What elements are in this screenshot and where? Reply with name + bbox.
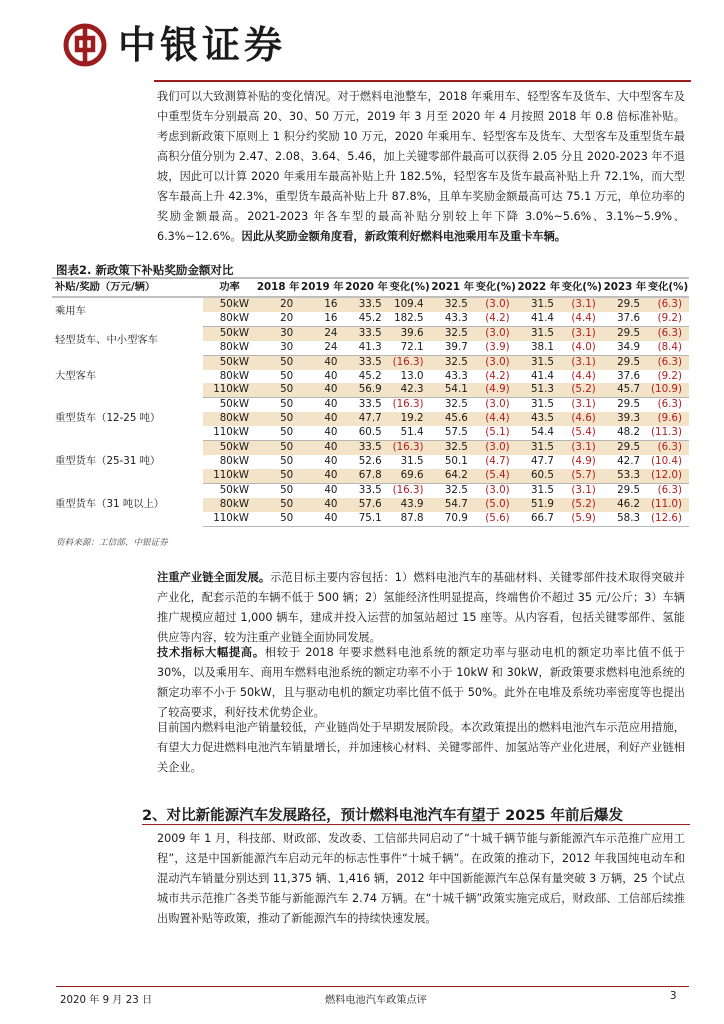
- value-cell: (3.0): [475, 355, 517, 369]
- value-cell: 20: [256, 297, 300, 312]
- value-cell: 40: [300, 412, 344, 426]
- value-cell: 50: [256, 383, 300, 397]
- table-row: [52, 483, 689, 497]
- footer-rule: [56, 986, 689, 987]
- paragraph-lead: 注重产业链全面发展。: [157, 571, 271, 584]
- value-cell: 57.6: [344, 498, 388, 512]
- value-cell: (16.3): [389, 441, 431, 455]
- value-cell: 24: [300, 326, 344, 340]
- value-cell: 40: [300, 498, 344, 512]
- power-cell: 110kW: [203, 426, 256, 440]
- power-cell: 110kW: [203, 512, 256, 526]
- value-cell: 51.9: [517, 498, 561, 512]
- value-cell: 53.3: [603, 469, 647, 483]
- value-cell: 50: [256, 512, 300, 526]
- value-cell: 31.5: [530, 483, 554, 496]
- header-rule: [154, 80, 691, 82]
- value-cell: 31.5: [530, 398, 554, 411]
- value-cell: 29.5: [617, 398, 641, 411]
- value-cell: 30: [256, 326, 300, 340]
- value-cell: 56.9: [344, 383, 388, 397]
- table-header-cell: 变化(%): [561, 278, 603, 297]
- value-cell: 45.2: [344, 312, 388, 326]
- value-cell: (4.2): [485, 369, 510, 382]
- value-cell: (8.4): [647, 341, 689, 355]
- value-cell: 43.9: [389, 498, 431, 512]
- value-cell: 50: [280, 483, 294, 496]
- paragraph-industry-outlook: 目前国内燃料电池产销量较低，产业链尚处于早期发展阶段。本次政策提出的燃料电池汽车示范应用措施，有望大力促进燃料电池汽车销量增长，并加速核心材料、关键零部件、加氢站等产业化进展，利好产业链相关企业。: [157, 721, 685, 774]
- value-cell: (6.3): [657, 398, 682, 411]
- value-cell: (3.1): [561, 355, 603, 369]
- value-cell: (16.3): [389, 355, 431, 369]
- value-cell: (16.3): [392, 483, 424, 496]
- power-cell: 80kW: [203, 412, 256, 426]
- paragraph-text: 示范目标主要内容包括：1）燃料电池汽车的基础材料、关键零部件技术取得突破并产业化，配套示范的车辆不低于 500 辆；2）氢能经济性明显提高，终端售价不超过 35 元/公斤；3）车辆推广规模应超过 1,000 辆车，建成并投入运营的加氢站超过 15 座等。从内容看，包括关键零部件、氢能供应等内容，较为注重产业链全面协同发展。: [157, 571, 685, 644]
- brand-name: 中银证券: [118, 23, 287, 67]
- value-cell: 48.2: [603, 426, 647, 440]
- value-cell: 40: [300, 512, 344, 526]
- value-cell: 31.5: [517, 297, 561, 312]
- value-cell: 39.7: [431, 341, 475, 355]
- power-cell: 80kW: [203, 498, 256, 512]
- value-cell: 40: [324, 369, 338, 382]
- value-cell: (6.3): [647, 326, 689, 340]
- value-cell: 32.5: [431, 355, 475, 369]
- value-cell: 41.4: [530, 369, 554, 382]
- table-header-cell: 2019 年: [300, 278, 344, 297]
- value-cell: 45.2: [358, 369, 382, 382]
- value-cell: (4.2): [475, 312, 517, 326]
- power-cell: 80kW: [203, 312, 256, 326]
- value-cell: 41.4: [517, 312, 561, 326]
- table-caption: 图表2. 新政策下补贴奖励金额对比: [56, 263, 234, 277]
- intro-paragraph: [157, 87, 685, 247]
- value-cell: 19.2: [389, 412, 431, 426]
- value-cell: (4.4): [561, 312, 603, 326]
- value-cell: (3.1): [571, 398, 596, 411]
- value-cell: 54.7: [431, 498, 475, 512]
- value-cell: (6.3): [647, 297, 689, 312]
- subsidy-table: [52, 277, 689, 527]
- value-cell: 31.5: [517, 441, 561, 455]
- power-cell: 50kW: [203, 326, 256, 340]
- value-cell: (3.1): [561, 297, 603, 312]
- power-cell: 80kW: [219, 369, 249, 382]
- value-cell: 39.3: [603, 412, 647, 426]
- value-cell: 32.5: [431, 441, 475, 455]
- value-cell: 33.5: [358, 398, 382, 411]
- value-cell: 51.3: [517, 383, 561, 397]
- value-cell: 42.7: [617, 454, 641, 467]
- value-cell: (5.1): [475, 426, 517, 440]
- value-cell: (3.0): [475, 297, 517, 312]
- value-cell: (4.0): [561, 341, 603, 355]
- value-cell: (3.1): [571, 483, 596, 496]
- value-cell: 38.1: [517, 341, 561, 355]
- value-cell: (4.4): [571, 369, 596, 382]
- value-cell: 40: [300, 355, 344, 369]
- section-rule: [142, 824, 690, 825]
- value-cell: 42.3: [389, 383, 431, 397]
- value-cell: 33.5: [344, 441, 388, 455]
- table-row: [52, 441, 689, 455]
- value-cell: 33.5: [358, 483, 382, 496]
- value-cell: (11.3): [647, 426, 689, 440]
- value-cell: (6.3): [647, 355, 689, 369]
- table-header-cell: 2022 年: [517, 278, 561, 297]
- value-cell: 69.6: [389, 469, 431, 483]
- vehicle-type-cell: 重型货车（25-31 吨）: [52, 441, 203, 484]
- paragraph-tech-indicators: [157, 643, 685, 723]
- value-cell: (5.4): [475, 469, 517, 483]
- paragraph-industry-chain: [157, 568, 685, 648]
- footer-date: 2020 年 9 月 23 日: [60, 995, 153, 1006]
- value-cell: (5.9): [561, 512, 603, 526]
- value-cell: 50.1: [444, 454, 468, 467]
- value-cell: 40: [324, 454, 338, 467]
- value-cell: (3.0): [475, 441, 517, 455]
- value-cell: 64.2: [431, 469, 475, 483]
- table-header-cell: 补贴/奖励（万元/辆）: [52, 278, 203, 297]
- power-cell: 50kW: [219, 398, 249, 411]
- value-cell: (10.9): [647, 383, 689, 397]
- value-cell: 60.5: [517, 469, 561, 483]
- value-cell: 182.5: [389, 312, 431, 326]
- power-cell: 110kW: [203, 383, 256, 397]
- value-cell: 29.5: [603, 326, 647, 340]
- value-cell: (3.9): [475, 341, 517, 355]
- value-cell: 29.5: [603, 441, 647, 455]
- value-cell: 50: [280, 398, 294, 411]
- intro-text: 我们可以大致测算补贴的变化情况。对于燃料电池整车，2018 年乘用车、轻型客车及货车、大中型客车及中重型货车分别最高 20、30、50 万元，2019 年 3 月至 2020 年 4 月按照 2018 年 0.8 倍标准补贴。考虑到新政策下原则上 1 积分约奖励 10 万元，2020 年乘用车、轻型客车及货车、大型客车及重型货车最高积分值分别为 2.47、2.08、3.64、5.46，加上关键零部件最高可以获得 2.05 分且 2020-2023 年不退坡，因此可以计算 2020 年乘用车最高补贴上升 182.5%，轻型客车及货车最高补贴上升 72.1%，而大型客车最高上升 42.3%，重型货车最高补贴上升 87.8%，且单车奖励金额最高可达 75.1 万元，单位功率的奖励金额最高。2021-2023 年各车型的最高补贴分别较上年下降 3.0%~5.6%、3.1%~5.9%、6.3%~12.6%。: [157, 90, 685, 243]
- value-cell: 70.9: [431, 512, 475, 526]
- value-cell: 39.6: [389, 326, 431, 340]
- table-header-cell: 2020 年: [344, 278, 388, 297]
- value-cell: 87.8: [389, 512, 431, 526]
- value-cell: (5.6): [475, 512, 517, 526]
- value-cell: 45.7: [603, 383, 647, 397]
- value-cell: (4.9): [475, 383, 517, 397]
- value-cell: (3.0): [475, 326, 517, 340]
- table-body: [52, 297, 689, 526]
- footer-doc-title: 燃料电池汽车政策点评: [325, 995, 427, 1006]
- value-cell: (4.9): [571, 454, 596, 467]
- table-row: [52, 297, 689, 312]
- value-cell: (3.0): [485, 483, 510, 496]
- power-cell: 80kW: [203, 341, 256, 355]
- value-cell: 43.5: [517, 412, 561, 426]
- table-header-row: [52, 278, 689, 297]
- value-cell: 50: [256, 426, 300, 440]
- table-row: [52, 355, 689, 369]
- value-cell: (12.6): [647, 512, 689, 526]
- table-source: 资料来源：工信部、中银证券: [56, 538, 168, 548]
- value-cell: (5.0): [475, 498, 517, 512]
- value-cell: 37.6: [617, 369, 641, 382]
- value-cell: 50: [256, 355, 300, 369]
- paragraph-text: 相较于 2018 年要求燃料电池系统的额定功率与驱动电机的额定功率比值不低于 30%，以及乘用车、商用车燃料电池系统的额定功率不小于 10kW 和 30kW，新政策要求燃料电池系统的额定功率不小于 50kW，且与驱动电机的额定功率比值不低于 50%。此外在电堆及系统功率密度等也提出了较高要求，利好技术优势企业。: [157, 646, 685, 719]
- value-cell: (4.6): [561, 412, 603, 426]
- value-cell: 30: [256, 341, 300, 355]
- value-cell: 24: [300, 341, 344, 355]
- value-cell: (3.0): [485, 398, 510, 411]
- value-cell: 40: [300, 383, 344, 397]
- paragraph-nev-history: 2009 年 1 月，科技部、财政部、发改委、工信部共同启动了“十城千辆节能与新能源汽车示范推广应用工程”，这是中国新能源汽车启动元年的标志性事件“十城千辆”。在政策的推动下，2012 年我国纯电动车和混动汽车销量分别达到 11,375 辆、1,416 辆，2012 年中国新能源汽车总保有量突破 3 万辆，25 个试点城市共示范推广各类节能与新能源汽车 2.74 万辆。在“十城千辆”政策实施完成后，财政部、工信部后续推出购置补贴等政策，推动了新能源汽车的持续快速发展。: [157, 832, 685, 925]
- value-cell: 31.5: [400, 454, 424, 467]
- value-cell: 29.5: [617, 483, 641, 496]
- value-cell: (4.4): [475, 412, 517, 426]
- value-cell: (5.2): [561, 383, 603, 397]
- value-cell: 40: [300, 441, 344, 455]
- value-cell: 43.3: [444, 369, 468, 382]
- value-cell: 33.5: [344, 297, 388, 312]
- value-cell: 32.5: [431, 297, 475, 312]
- vehicle-type-cell: 轻型货车、中小型客车: [52, 326, 203, 355]
- value-cell: 58.3: [603, 512, 647, 526]
- value-cell: (6.3): [647, 441, 689, 455]
- value-cell: 46.2: [603, 498, 647, 512]
- value-cell: (5.4): [561, 426, 603, 440]
- value-cell: 13.0: [400, 369, 424, 382]
- page-number: 3: [670, 991, 677, 1002]
- value-cell: (3.1): [561, 326, 603, 340]
- table-header-cell: 2023 年: [603, 278, 647, 297]
- value-cell: 50: [256, 498, 300, 512]
- value-cell: 54.4: [517, 426, 561, 440]
- value-cell: 50: [280, 369, 294, 382]
- value-cell: (11.0): [647, 498, 689, 512]
- value-cell: 40: [300, 469, 344, 483]
- value-cell: 16: [300, 297, 344, 312]
- value-cell: 67.8: [344, 469, 388, 483]
- value-cell: 33.5: [344, 355, 388, 369]
- vehicle-type-cell: 大型客车: [52, 355, 203, 398]
- value-cell: (9.2): [647, 312, 689, 326]
- intro-conclusion: 因此从奖励金额角度看，新政策利好燃料电池乘用车及重卡车辆。: [241, 230, 566, 243]
- value-cell: 50: [280, 454, 294, 467]
- vehicle-type-cell: 重型货车（12-25 吨）: [55, 412, 161, 425]
- value-cell: (6.3): [657, 483, 682, 496]
- value-cell: 31.5: [517, 326, 561, 340]
- value-cell: (10.4): [651, 454, 682, 467]
- table-header-cell: 2018 年: [256, 278, 300, 297]
- section-title: 2、对比新能源汽车发展路径，预计燃料电池汽车有望于 2025 年前后爆发: [142, 808, 624, 824]
- value-cell: 20: [256, 312, 300, 326]
- value-cell: 54.1: [431, 383, 475, 397]
- table-header-cell: 变化(%): [475, 278, 517, 297]
- table-header-cell: 2021 年: [431, 278, 475, 297]
- value-cell: 31.5: [517, 355, 561, 369]
- value-cell: (9.6): [647, 412, 689, 426]
- table-header-cell: 变化(%): [647, 278, 689, 297]
- value-cell: 40: [324, 398, 338, 411]
- table-row: [52, 326, 689, 340]
- value-cell: (5.7): [561, 469, 603, 483]
- value-cell: 66.7: [517, 512, 561, 526]
- value-cell: (16.3): [392, 398, 424, 411]
- value-cell: (4.7): [485, 454, 510, 467]
- value-cell: 43.3: [431, 312, 475, 326]
- value-cell: (3.1): [561, 441, 603, 455]
- value-cell: 57.5: [431, 426, 475, 440]
- value-cell: 47.7: [344, 412, 388, 426]
- value-cell: 32.5: [444, 398, 468, 411]
- value-cell: 29.5: [603, 297, 647, 312]
- value-cell: (12.0): [647, 469, 689, 483]
- power-cell: 110kW: [203, 469, 256, 483]
- value-cell: 60.5: [344, 426, 388, 440]
- power-cell: 50kW: [219, 483, 249, 496]
- power-cell: 80kW: [219, 454, 249, 467]
- table-header-cell: 变化(%): [389, 278, 431, 297]
- table-header-cell: 功率: [203, 278, 256, 297]
- value-cell: 41.3: [344, 341, 388, 355]
- power-cell: 50kW: [203, 355, 256, 369]
- value-cell: 50: [256, 441, 300, 455]
- value-cell: 45.6: [431, 412, 475, 426]
- value-cell: 32.5: [444, 483, 468, 496]
- bank-of-china-logo-icon: [62, 22, 108, 68]
- value-cell: 50: [256, 412, 300, 426]
- value-cell: (5.2): [561, 498, 603, 512]
- value-cell: 33.5: [344, 326, 388, 340]
- value-cell: 47.7: [530, 454, 554, 467]
- value-cell: 29.5: [603, 355, 647, 369]
- power-cell: 50kW: [203, 441, 256, 455]
- value-cell: 37.6: [603, 312, 647, 326]
- value-cell: 52.6: [358, 454, 382, 467]
- value-cell: 72.1: [389, 341, 431, 355]
- value-cell: 109.4: [389, 297, 431, 312]
- power-cell: 50kW: [203, 297, 256, 312]
- vehicle-type-cell: 重型货车（31 吨以上）: [55, 497, 165, 510]
- value-cell: 50: [256, 469, 300, 483]
- vehicle-type-cell: 乘用车: [52, 297, 203, 326]
- value-cell: 34.9: [603, 341, 647, 355]
- value-cell: 40: [300, 426, 344, 440]
- value-cell: 75.1: [344, 512, 388, 526]
- table-row: [52, 398, 689, 412]
- paragraph-lead: 技术指标大幅提高。: [157, 646, 265, 659]
- value-cell: 40: [324, 483, 338, 496]
- value-cell: 51.4: [389, 426, 431, 440]
- value-cell: 16: [300, 312, 344, 326]
- value-cell: 32.5: [431, 326, 475, 340]
- value-cell: (9.2): [657, 369, 682, 382]
